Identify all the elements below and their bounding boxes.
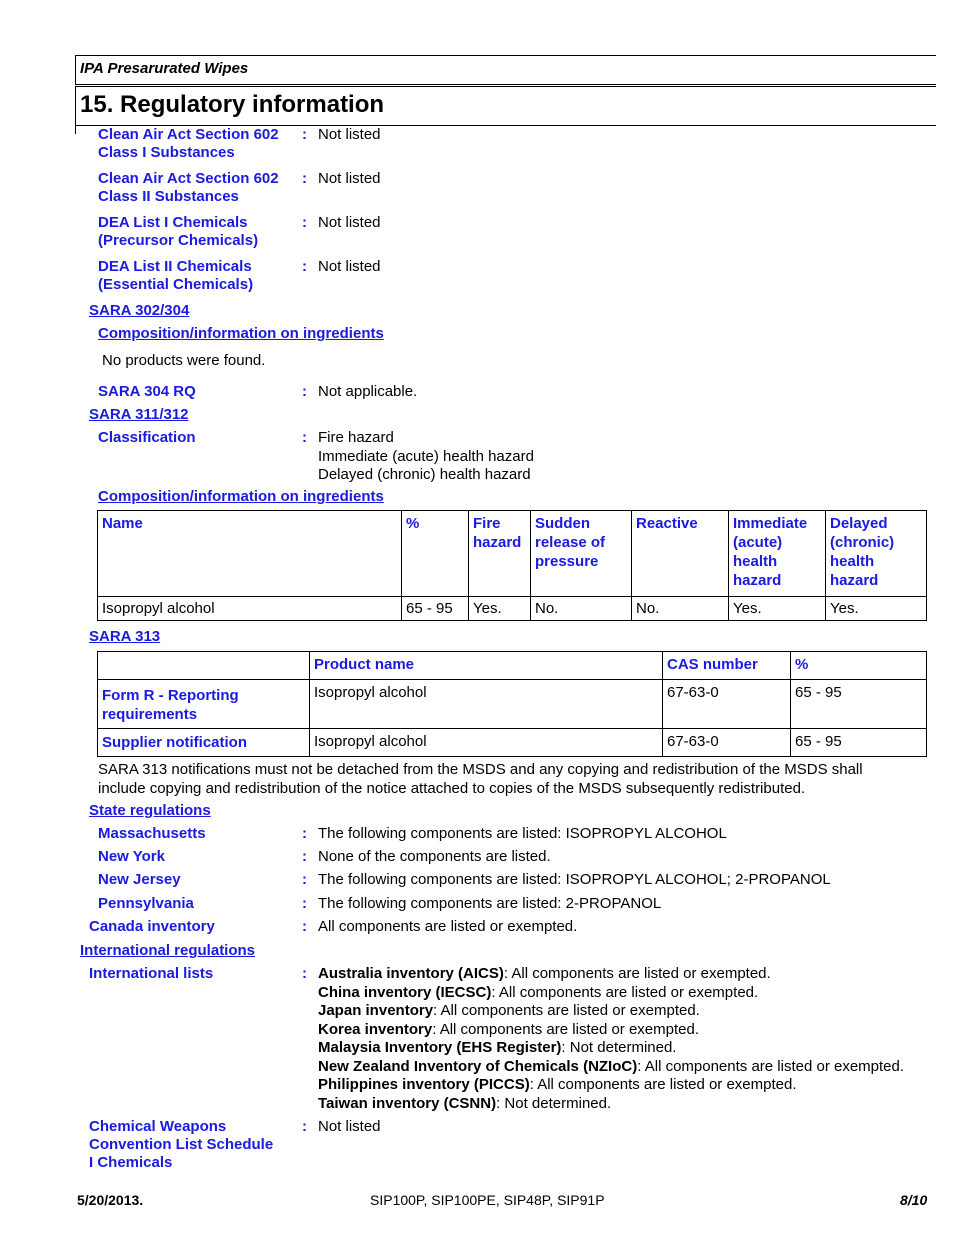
inventory-item	[318, 1095, 904, 1114]
field-value: Not listed	[318, 214, 381, 231]
table-cell: 65 - 95	[791, 729, 927, 757]
left-rule	[75, 124, 76, 134]
sara304-rq-value: Not applicable.	[318, 383, 418, 400]
table-header-row	[98, 652, 927, 680]
table-cell: Isopropyl alcohol	[310, 729, 663, 757]
field-label: Class II Substances	[98, 188, 239, 205]
row-label: Form R - Reporting requirements	[98, 680, 310, 729]
table-cell: 67-63-0	[663, 729, 791, 757]
inventory-item	[318, 1039, 904, 1058]
row-label: Supplier notification	[98, 729, 310, 757]
table-cell: Isopropyl alcohol	[98, 597, 402, 621]
classification-value: Delayed (chronic) health hazard	[318, 466, 531, 483]
sara302-heading: SARA 302/304	[89, 302, 190, 319]
international-lists-label: International lists	[89, 965, 214, 982]
header-product-box	[75, 55, 936, 85]
col-header: Fire hazard	[469, 511, 531, 597]
sara311-table	[97, 510, 927, 621]
inventory-item	[318, 1021, 904, 1040]
field-label: DEA List II Chemicals	[98, 258, 252, 275]
classification-value: Immediate (acute) health hazard	[318, 447, 534, 465]
footer-page: 8/10	[900, 1192, 928, 1208]
inventory-name: Taiwan inventory (CSNN)	[318, 1094, 497, 1112]
table-cell: Yes.	[469, 597, 531, 621]
section-title-box	[75, 86, 936, 126]
canada-value: All components are listed or exempted.	[318, 918, 578, 935]
state-label-pennsylvania: Pennsylvania	[98, 895, 194, 912]
field-label: (Essential Chemicals)	[98, 276, 254, 293]
inventory-item	[318, 1058, 904, 1077]
state-label-new-jersey: New Jersey	[98, 871, 181, 888]
state-label-new-york: New York	[98, 848, 165, 865]
sara313-heading: SARA 313	[89, 628, 161, 645]
classification-label: Classification	[98, 429, 196, 446]
table-cell: Yes.	[729, 597, 826, 621]
state-value: The following components are listed: 2-PROPANOL	[318, 895, 662, 912]
field-label: Clean Air Act Section 602	[98, 126, 279, 143]
sara311-heading: SARA 311/312	[89, 406, 189, 423]
table-row	[98, 729, 927, 757]
section-title: 15. Regulatory information	[80, 91, 385, 118]
footer-date: 5/20/2013.	[77, 1192, 144, 1208]
field-label: DEA List I Chemicals	[98, 214, 248, 231]
state-label-massachusetts: Massachusetts	[98, 825, 206, 842]
col-header: Name	[98, 511, 402, 597]
inventory-name: China inventory (IECSC)	[318, 983, 492, 1001]
table-row	[98, 597, 927, 621]
table-cell: Isopropyl alcohol	[310, 680, 663, 729]
col-header: Sudden release of pressure	[531, 511, 632, 597]
sara313-table	[97, 651, 927, 757]
classification-value: Fire hazard	[318, 429, 394, 446]
sara302-comp-heading: Composition/information on ingredients	[98, 325, 384, 342]
state-value: None of the components are listed.	[318, 848, 551, 865]
field-label: (Precursor Chemicals)	[98, 232, 259, 249]
label-line: Chemical Weapons	[89, 1118, 227, 1135]
inventory-status: : All components are listed or exempted.	[637, 1057, 905, 1075]
no-products-text: No products were found.	[102, 352, 266, 369]
col-header: %	[402, 511, 469, 597]
inventory-status: : All components are listed or exempted.	[433, 1002, 700, 1019]
state-value: The following components are listed: ISOPROPYL ALCOHOL	[318, 825, 727, 842]
field-value: Not listed	[318, 258, 381, 275]
canada-label: Canada inventory	[89, 918, 215, 935]
col-header: CAS number	[663, 652, 791, 680]
col-header: Delayed (chronic) health hazard	[826, 511, 927, 597]
inventory-status: : All components are listed or exempted.	[503, 965, 771, 982]
table-header-row	[98, 511, 927, 597]
table-cell: 67-63-0	[663, 680, 791, 729]
table-cell: 65 - 95	[402, 597, 469, 621]
footer-codes: SIP100P, SIP100PE, SIP48P, SIP91P	[370, 1192, 605, 1208]
inventory-status: : All components are listed or exempted.	[432, 1020, 700, 1038]
sara304-rq-label: SARA 304 RQ	[98, 383, 196, 400]
inventory-item	[318, 1002, 904, 1021]
sara311-comp-heading: Composition/information on ingredients	[98, 488, 384, 505]
table-cell: No.	[531, 597, 632, 621]
classification-values	[318, 429, 534, 485]
international-lists	[318, 965, 904, 1113]
label-line: Convention List Schedule	[89, 1136, 274, 1153]
inventory-name: Australia inventory (AICS)	[318, 965, 504, 982]
col-header	[98, 652, 310, 680]
inventory-item	[318, 965, 904, 984]
field-value: Not listed	[318, 170, 381, 187]
inventory-item	[318, 1076, 904, 1095]
inventory-item	[318, 984, 904, 1003]
international-heading: International regulations	[80, 942, 256, 959]
inventory-status: : All components are listed or exempted.	[529, 1076, 797, 1093]
field-value: Not listed	[318, 126, 381, 143]
inventory-name: Philippines inventory (PICCS)	[318, 1076, 530, 1093]
chemical-weapons-value: Not listed	[318, 1118, 381, 1135]
inventory-name: Korea inventory	[318, 1020, 433, 1038]
col-header: Product name	[310, 652, 663, 680]
table-row	[98, 680, 927, 729]
inventory-name: Malaysia Inventory (EHS Register)	[318, 1039, 562, 1056]
table-cell: Yes.	[826, 597, 927, 621]
col-header: Reactive	[632, 511, 729, 597]
col-header: %	[791, 652, 927, 680]
field-label: Clean Air Act Section 602	[98, 170, 279, 187]
table-cell: 65 - 95	[791, 680, 927, 729]
label-line: I Chemicals	[89, 1154, 173, 1171]
col-header: Immediate (acute) health hazard	[729, 511, 826, 597]
inventory-status: : Not determined.	[561, 1039, 677, 1056]
inventory-name: New Zealand Inventory of Chemicals (NZIoC)	[318, 1057, 638, 1075]
inventory-name: Japan inventory	[318, 1002, 434, 1019]
chemical-weapons-label	[89, 1118, 273, 1172]
product-name: IPA Presarurated Wipes	[80, 60, 249, 77]
sara313-note: SARA 313 notifications must not be detached from the MSDS and any copying and redistribution of the MSDS shall include copying and redistribution of the notice attached to copies of the MSDS subsequently redistributed.	[98, 761, 863, 797]
inventory-status: : Not determined.	[496, 1094, 612, 1112]
inventory-status: : All components are listed or exempted.	[491, 983, 759, 1001]
table-cell: No.	[632, 597, 729, 621]
state-heading: State regulations	[89, 802, 211, 819]
state-value: The following components are listed: ISOPROPYL ALCOHOL; 2-PROPANOL	[318, 871, 831, 888]
field-label: Class I Substances	[98, 144, 235, 161]
